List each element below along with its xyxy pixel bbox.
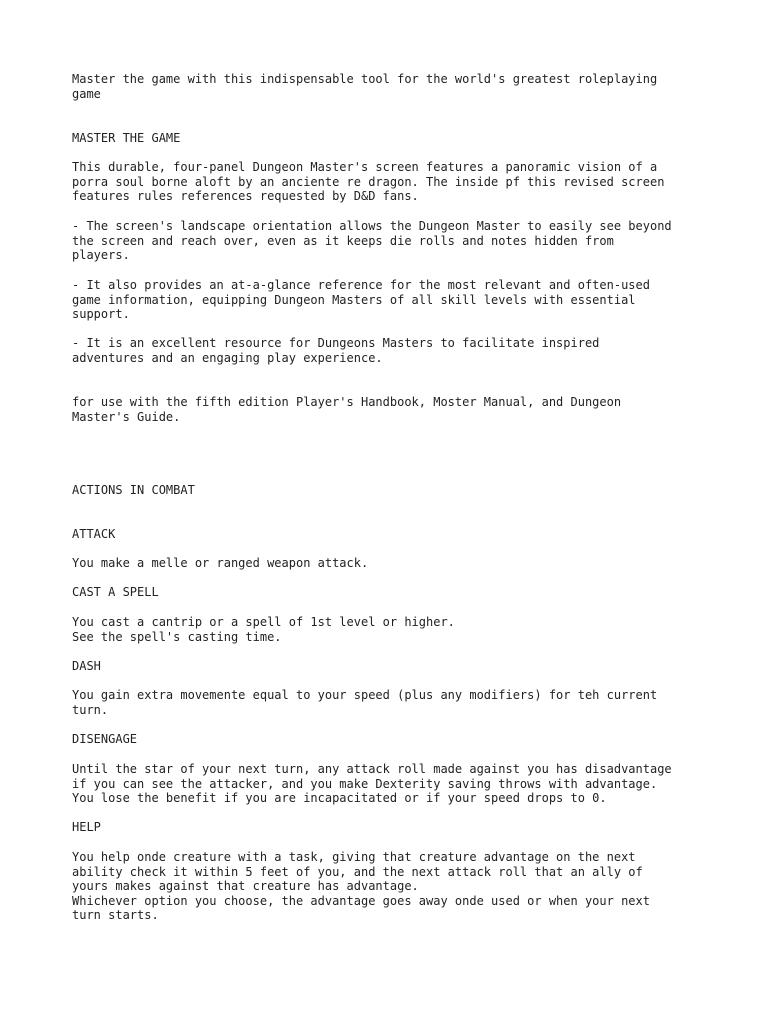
intro-text: Master the game with this indispensable tool for the world's greatest roleplaying game xyxy=(72,72,658,101)
bullet-resource: - It is an excellent resource for Dungeons Masters to facilitate inspired adventures and an engaging play experience. xyxy=(72,336,600,365)
action-desc-cast-a-spell: You cast a cantrip or a spell of 1st level or higher. See the spell's casting time. xyxy=(72,615,455,644)
bullet-reference: - It also provides an at-a-glance reference for the most relevant and often-used game information, equipping Dungeon Masters of all skill levels with essential support. xyxy=(72,278,650,322)
action-name-dash: DASH xyxy=(72,659,101,673)
action-desc-help: You help onde creature with a task, giving that creature advantage on the next ability check it within 5 feet of you, and the next attack roll that an ally of yours makes against that creature has advantage. Whichever option you choose, the advantage goes away onde used or when your next turn starts. xyxy=(72,850,650,923)
action-desc-dash: You gain extra movemente equal to your speed (plus any modifiers) for teh current turn. xyxy=(72,688,658,717)
usage-note: for use with the fifth edition Player's Handbook, Moster Manual, and Dungeon Master's Guide. xyxy=(72,395,622,424)
action-name-cast-a-spell: CAST A SPELL xyxy=(72,585,159,599)
combat-heading: ACTIONS IN COMBAT xyxy=(72,483,195,497)
action-name-disengage: DISENGAGE xyxy=(72,732,138,746)
action-name-attack: ATTACK xyxy=(72,527,116,541)
action-desc-attack: You make a melle or ranged weapon attack. xyxy=(72,556,369,570)
action-name-help: HELP xyxy=(72,820,101,834)
bullet-landscape: - The screen's landscape orientation allows the Dungeon Master to easily see beyond the screen and reach over, even as it keeps die rolls and notes hidden from players. xyxy=(72,219,672,263)
master-heading: MASTER THE GAME xyxy=(72,131,181,145)
action-desc-disengage: Until the star of your next turn, any attack roll made against you has disadvantage if you can see the attacker, and you make Dexterity saving throws with advantage. You lose the benefit if you are incapacitated or if your speed drops to 0. xyxy=(72,762,672,806)
master-description: This durable, four-panel Dungeon Master's screen features a panoramic vision of a porra soul borne aloft by an anciente re dragon. The inside pf this revised screen features rules references requested by D&D fans. xyxy=(72,160,665,204)
